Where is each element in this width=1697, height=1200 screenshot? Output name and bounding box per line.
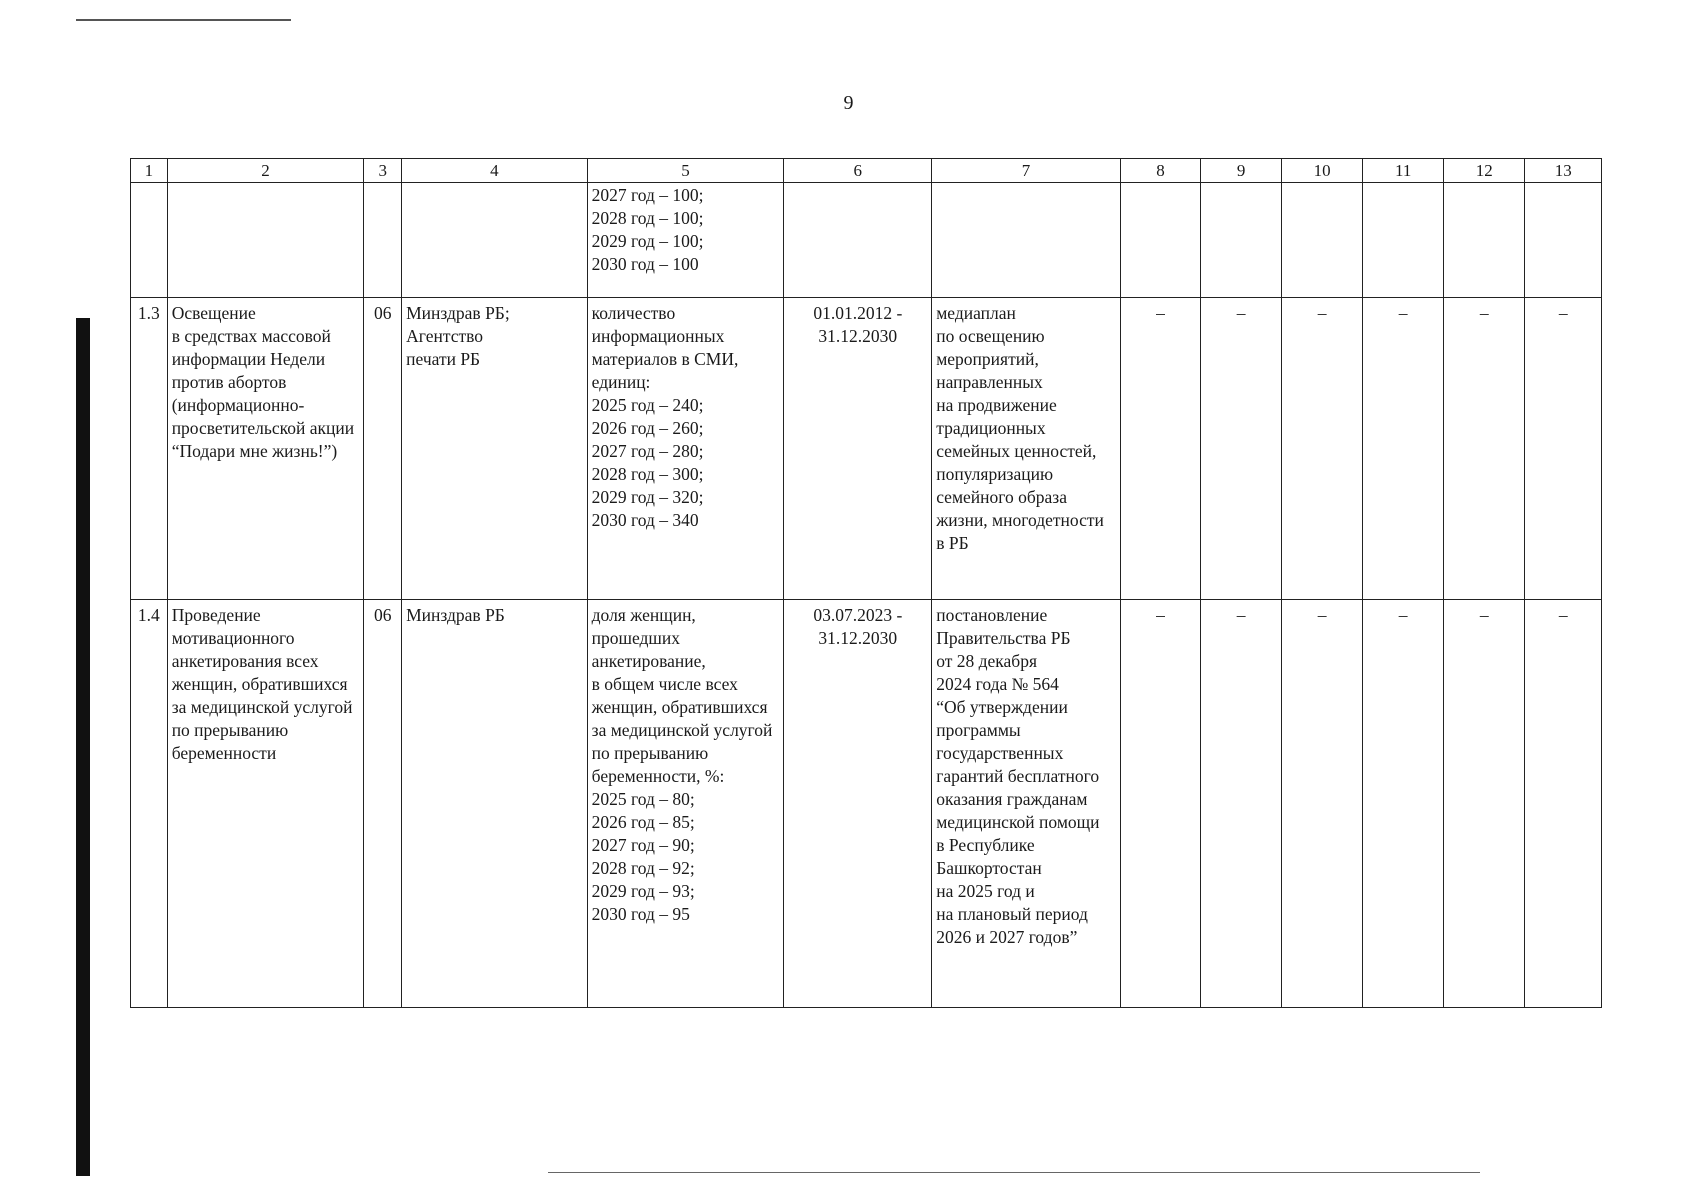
measure-name-cell: Проведение мотивационного анкетирования всех женщин, обратившихся за медицинской услугой по прерыванию беременности <box>167 600 364 1008</box>
dash-cell: – <box>1201 600 1282 1008</box>
table-cell <box>784 183 932 298</box>
scan-artifact-line <box>548 1172 1480 1173</box>
dash-cell: – <box>1363 600 1444 1008</box>
table-cell <box>932 183 1121 298</box>
table-row-continued <box>131 183 1602 298</box>
header-cell: 11 <box>1363 159 1444 183</box>
measure-name-cell: Освещение в средствах массовой информации Недели против абортов (информационно-просветительской акции “Подари мне жизнь!”) <box>167 298 364 600</box>
table-row <box>131 298 1602 600</box>
table-cell <box>1120 183 1201 298</box>
dash-cell: – <box>1281 600 1363 1008</box>
table-cell <box>364 183 402 298</box>
page-number: 9 <box>843 92 854 114</box>
dash-cell: – <box>1201 298 1282 600</box>
table-cell <box>402 183 588 298</box>
table-row <box>131 600 1602 1008</box>
row-number-cell: 1.4 <box>131 600 168 1008</box>
header-cell: 8 <box>1120 159 1201 183</box>
header-cell: 2 <box>167 159 364 183</box>
dash-cell: – <box>1363 298 1444 600</box>
dash-cell: – <box>1525 298 1602 600</box>
code-cell: 06 <box>364 600 402 1008</box>
basis-cell: медиаплан по освещению мероприятий, направленных на продвижение традиционных семейных ценностей, популяризацию семейного образа жизни, многодетности в РБ <box>932 298 1121 600</box>
header-cell: 1 <box>131 159 168 183</box>
scan-artifact-bar <box>76 318 90 1176</box>
table-cell <box>131 183 168 298</box>
indicator-cell: 2027 год – 100; 2028 год – 100; 2029 год – 100; 2030 год – 100 <box>587 183 784 298</box>
period-cell: 01.01.2012 - 31.12.2030 <box>784 298 932 600</box>
dash-cell: – <box>1525 600 1602 1008</box>
dash-cell: – <box>1120 298 1201 600</box>
dash-cell: – <box>1443 298 1525 600</box>
header-cell: 12 <box>1443 159 1525 183</box>
header-cell: 5 <box>587 159 784 183</box>
code-cell: 06 <box>364 298 402 600</box>
executor-cell: Минздрав РБ; Агентство печати РБ <box>402 298 588 600</box>
basis-cell: постановление Правительства РБ от 28 декабря 2024 года № 564 “Об утверждении программы государственных гарантий бесплатного оказания гражданам медицинской помощи в Республике Башкортостан на 2025 год и на плановый период 2026 и 2027 годов” <box>932 600 1121 1008</box>
dash-cell: – <box>1443 600 1525 1008</box>
scan-artifact-line <box>76 19 291 21</box>
table-cell <box>1281 183 1363 298</box>
row-number-cell: 1.3 <box>131 298 168 600</box>
header-cell: 13 <box>1525 159 1602 183</box>
header-cell: 10 <box>1281 159 1363 183</box>
dash-cell: – <box>1281 298 1363 600</box>
table-cell <box>1363 183 1444 298</box>
header-cell: 9 <box>1201 159 1282 183</box>
executor-cell: Минздрав РБ <box>402 600 588 1008</box>
period-cell: 03.07.2023 - 31.12.2030 <box>784 600 932 1008</box>
table-cell <box>167 183 364 298</box>
table-cell <box>1201 183 1282 298</box>
indicator-cell: доля женщин, прошедших анкетирование, в общем числе всех женщин, обратившихся за медицинской услугой по прерыванию беременности, %: 2025 год – 80; 2026 год – 85; 2027 год – 90; 2028 год – 92; 2029 год – 93; 2030 год – 95 <box>587 600 784 1008</box>
table-cell <box>1443 183 1525 298</box>
header-cell: 7 <box>932 159 1121 183</box>
indicator-cell: количество информационных материалов в СМИ, единиц: 2025 год – 240; 2026 год – 260; 2027 год – 280; 2028 год – 300; 2029 год – 320; 2030 год – 340 <box>587 298 784 600</box>
header-cell: 3 <box>364 159 402 183</box>
header-cell: 6 <box>784 159 932 183</box>
dash-cell: – <box>1120 600 1201 1008</box>
table-header-row <box>131 159 1602 183</box>
table-cell <box>1525 183 1602 298</box>
measures-table <box>130 158 1602 1008</box>
header-cell: 4 <box>402 159 588 183</box>
